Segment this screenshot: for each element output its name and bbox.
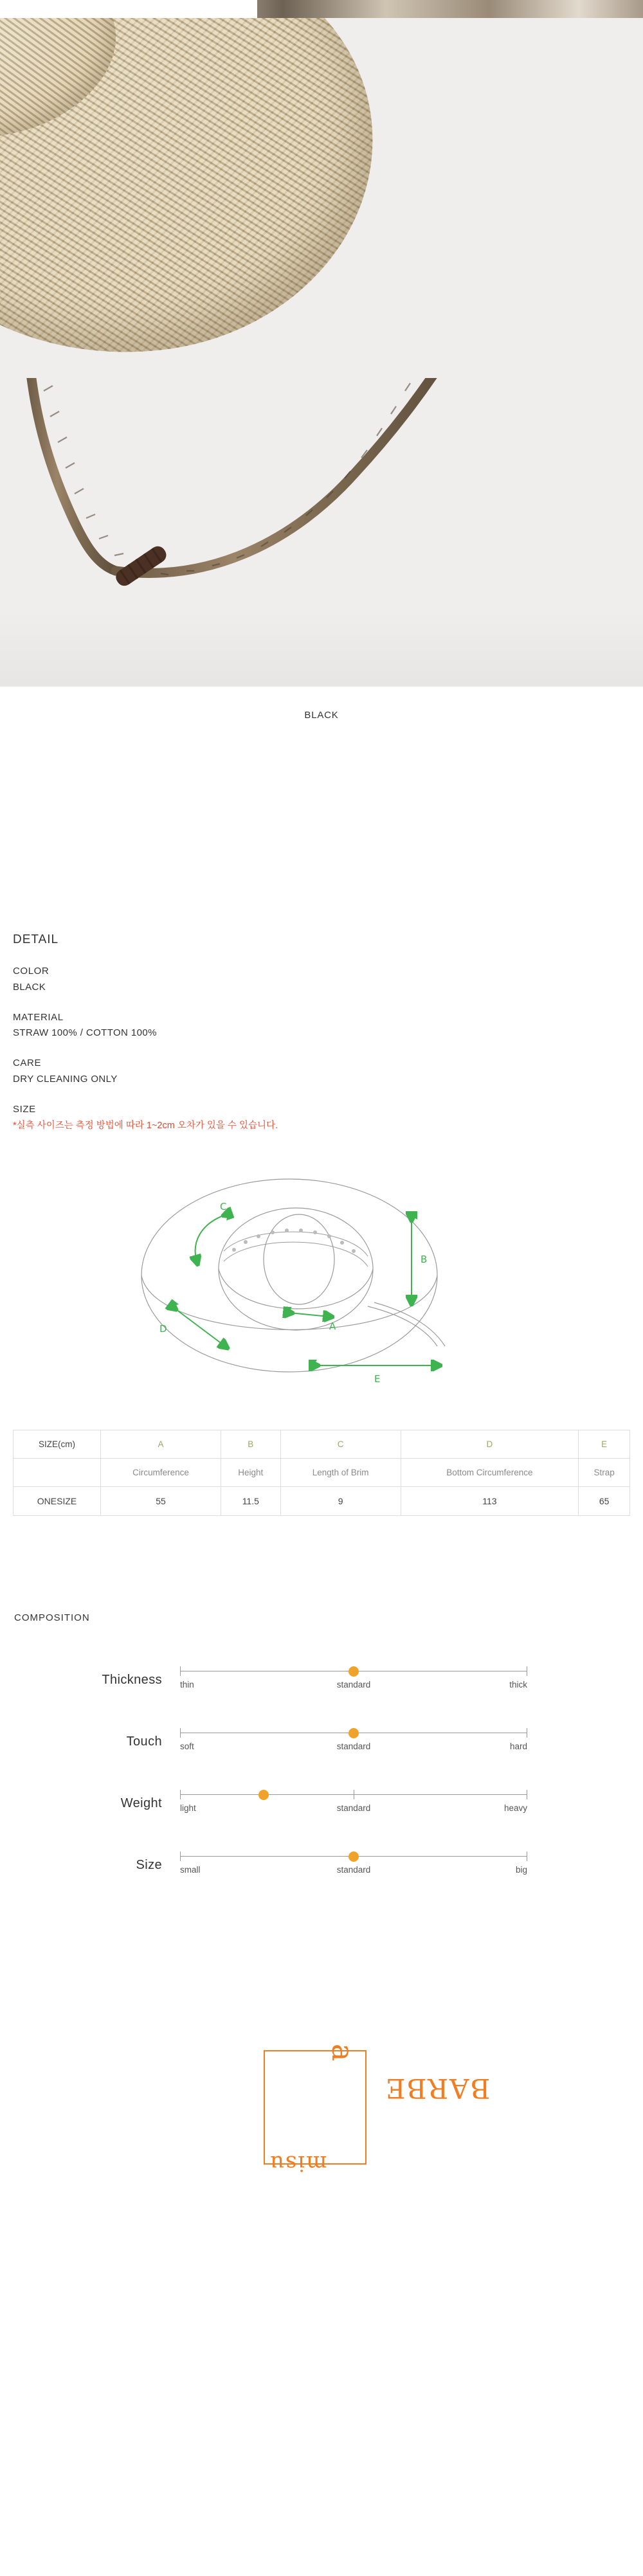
detail-section [0, 721, 643, 1134]
top-image-strip [0, 0, 643, 18]
detail-value-color: BLACK [13, 981, 46, 993]
composition-scale-touch [180, 1724, 527, 1760]
size-measurement-note: *실측 사이즈는 측정 방법에 따라 1~2cm 오차가 있을 수 있습니다. [13, 1121, 278, 1131]
scale-label-mid: standard [336, 1680, 371, 1690]
logo-letter-a: a [325, 2044, 360, 2062]
scale-label-right: heavy [503, 1803, 527, 1814]
size-table [13, 1430, 630, 1516]
composition-title: COMPOSITION [14, 1612, 90, 1624]
detail-title: DETAIL [13, 933, 59, 946]
size-table-cell-d: 113 [401, 1487, 579, 1516]
composition-name-thickness: Thickness [102, 1672, 162, 1687]
scale-label-left: thin [180, 1680, 194, 1690]
size-table-subheader-3: Length of Brim [280, 1459, 401, 1487]
detail-group-color [13, 964, 643, 996]
color-caption: BLACK [304, 710, 339, 721]
detail-group-size [13, 1102, 643, 1135]
detail-value-care: DRY CLEANING ONLY [13, 1073, 118, 1085]
size-table-subheader-4: Bottom Circumference [401, 1459, 579, 1487]
scale-tick-left [180, 1851, 181, 1861]
composition-scale-thickness [180, 1662, 527, 1698]
scale-label-left: soft [180, 1742, 194, 1752]
size-table-header-3: C [280, 1430, 401, 1459]
size-table-header-row [14, 1430, 630, 1459]
product-hero-image [0, 18, 643, 687]
size-table-header-1: A [101, 1430, 221, 1459]
logo-rectangle [264, 2050, 367, 2165]
hero-bottom-shadow [0, 609, 643, 687]
diagram-marker-e: E [374, 1373, 381, 1385]
scale-label-right: thick [509, 1680, 527, 1690]
size-diagram [0, 1153, 643, 1423]
size-table-subheader-row [14, 1459, 630, 1487]
size-table-header-4: D [401, 1430, 579, 1459]
composition-name-touch: Touch [126, 1734, 162, 1749]
detail-group-care [13, 1056, 643, 1088]
scale-label-left: light [180, 1803, 196, 1814]
size-table-cell-e: 65 [579, 1487, 630, 1516]
size-table-header-2: B [221, 1430, 280, 1459]
size-table-subheader-2: Height [221, 1459, 280, 1487]
size-table-header-0: SIZE(cm) [14, 1430, 101, 1459]
composition-row-size [32, 1834, 611, 1896]
composition-scale-size [180, 1847, 527, 1883]
scale-label-mid: standard [336, 1803, 371, 1814]
size-table-cell-b: 11.5 [221, 1487, 280, 1516]
scale-marker-dot [349, 1666, 359, 1677]
composition-row-touch [32, 1711, 611, 1772]
diagram-marker-a: A [329, 1320, 336, 1333]
scale-label-left: small [180, 1865, 201, 1875]
top-strip-white-block [0, 0, 257, 18]
detail-group-material [13, 1010, 643, 1042]
composition-scale-weight [180, 1785, 527, 1821]
size-table-row-label: ONESIZE [14, 1487, 101, 1516]
brand-logo [0, 2024, 643, 2237]
scale-tick-left [180, 1790, 181, 1799]
logo-word-misu: misu [269, 2150, 327, 2177]
size-table-cell-c: 9 [280, 1487, 401, 1516]
composition-row-weight [32, 1772, 611, 1834]
detail-label-material: MATERIAL [13, 1011, 64, 1023]
straw-hat-crown [0, 18, 136, 162]
scale-label-mid: standard [336, 1742, 371, 1752]
detail-label-color: COLOR [13, 966, 50, 977]
diagram-marker-c: C [220, 1201, 227, 1213]
size-table-subheader-0 [14, 1459, 101, 1487]
scale-marker-dot [349, 1851, 359, 1862]
logo-word-barbe: BARBE [385, 2073, 491, 2105]
detail-value-material: STRAW 100% / COTTON 100% [13, 1027, 157, 1039]
scale-marker-dot [258, 1790, 269, 1800]
scale-tick-left [180, 1728, 181, 1738]
composition-row-thickness [32, 1649, 611, 1711]
detail-label-size: SIZE [13, 1103, 36, 1115]
detail-label-care: CARE [13, 1058, 42, 1068]
size-table-subheader-1: Circumference [101, 1459, 221, 1487]
scale-label-right: hard [509, 1742, 527, 1752]
scale-marker-dot [349, 1728, 359, 1738]
composition-list [32, 1649, 611, 1896]
size-table-header-5: E [579, 1430, 630, 1459]
size-table-subheader-5: Strap [579, 1459, 630, 1487]
scale-label-mid: standard [336, 1865, 371, 1875]
table-row [14, 1487, 630, 1516]
diagram-marker-d: D [159, 1323, 167, 1335]
braided-strap [19, 378, 559, 609]
scale-label-right: big [515, 1865, 527, 1875]
composition-name-size: Size [136, 1857, 162, 1872]
scale-tick-left [180, 1666, 181, 1676]
composition-name-weight: Weight [120, 1796, 162, 1810]
diagram-marker-b: B [421, 1254, 428, 1266]
size-table-cell-a: 55 [101, 1487, 221, 1516]
